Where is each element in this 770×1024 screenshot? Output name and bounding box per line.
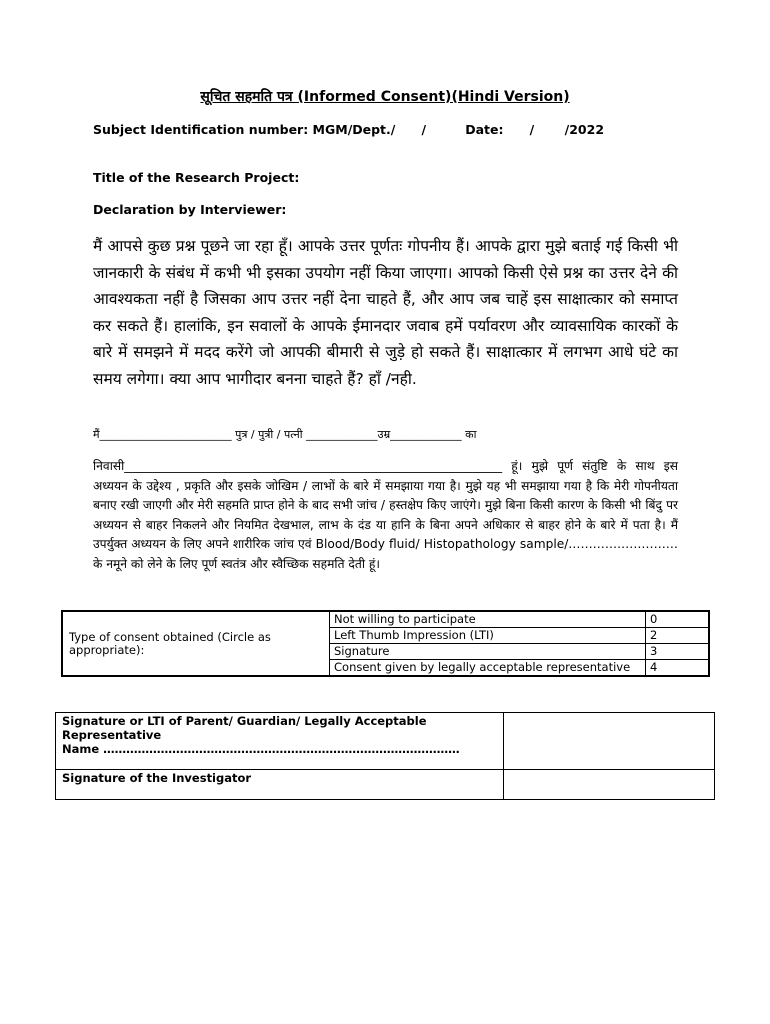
name-fill-line: मैं________________________ पुत्र / पुत्री / पत्नी _____________उम्र_____________ का [93,428,477,441]
consent-statement: निवासी______________________________________________________________ हूं। मुझे पूर्ण संतुष्टि के साथ इस अध्ययन के उद्देश्य , प्रकृति और इसके जोखिम / लाभों के बारे में समझाया गया है। मुझे यह भी समझाया गया है कि मेरी गोपनीयता बनाए रखी जाएगी और मेरी सहमति प्राप्त होने के बाद सभी जांच / हस्तक्षेप किए जाएंगे। मुझे बिना किसी कारण के किसी भी बिंदु पर अध्ययन से बाहर निकलने और नियमित देखभाल, लाभ के दंड या हानि के बिना अपने अधिकार से बाहर होने के बारे में पता है। मैं उपर्युक्त अध्ययन के लिए अपने शारीरिक जांच एवं Blood/Body fluid/ Histopathology sample/……………………… के नमूने को लेने के लिए पूर्ण स्वतंत्र और स्वैच्छिक सहमति देती हूं। [93,459,678,571]
consent-code: 3 [646,644,710,660]
date-label: Date: [465,122,504,137]
subject-id-label: Subject Identification number: MGM/Dept./ [93,122,396,137]
subject-id-separator: / [421,122,427,137]
table-row [62,611,709,628]
declaration-text: मैं आपसे कुछ प्रश्न पूछने जा रहा हूँ। आपके उत्तर पूर्णतः गोपनीय हैं। आपके द्वारा मुझे बताई गई किसी भी जानकारी के संबंध में कभी भी इसका उपयोग नहीं किया जाएगा। आपको किसी ऐसे प्रश्न का उत्तर देने की आवश्यकता नहीं है जिसका आप उत्तर नहीं देना चाहते हैं, और आप जब चाहें इस साक्षात्कार को समाप्त कर सकते हैं। हालांकि, इन सवालों के आपके ईमानदार जवाब हमें पर्यावरण और व्यावसायिक कारकों के बारे में समझने में मदद करेंगे जो आपकी बीमारी से जुड़े हो सकते हैं। साक्षात्कार में लगभग आधे घंटे का समय लगेगा। क्या आप भागीदार बनना चाहते हैं? हाँ /नही. [93,237,678,388]
research-title-label: Title of the Research Project: [93,170,300,185]
subject-id-line [93,122,604,137]
signature-table [55,712,715,800]
date-year: /2022 [564,122,605,137]
table-row [56,770,715,800]
page-title: सूचित सहमति पत्र (Informed Consent)(Hindi Version) [200,89,570,105]
guardian-name-line: Name ………………………………………………………………………………… [62,742,460,756]
consent-option: Signature [330,644,646,660]
consent-code: 4 [646,660,710,677]
consent-type-table [61,610,710,677]
guardian-signature-field[interactable] [504,713,715,770]
guardian-signature-cell [56,713,504,770]
consent-type-label: Type of consent obtained (Circle as appropriate): [62,611,330,676]
consent-option: Not willing to participate [330,611,646,628]
consent-option: Left Thumb Impression (LTI) [330,628,646,644]
investigator-signature-label: Signature of the Investigator [56,770,504,800]
consent-code: 0 [646,611,710,628]
date-separator: / [529,122,535,137]
investigator-signature-field[interactable] [504,770,715,800]
consent-option: Consent given by legally acceptable representative [330,660,646,677]
table-row [56,713,715,770]
consent-code: 2 [646,628,710,644]
guardian-signature-label: Signature or LTI of Parent/ Guardian/ Legally Acceptable Representative [62,714,427,742]
declaration-label: Declaration by Interviewer: [93,202,287,217]
